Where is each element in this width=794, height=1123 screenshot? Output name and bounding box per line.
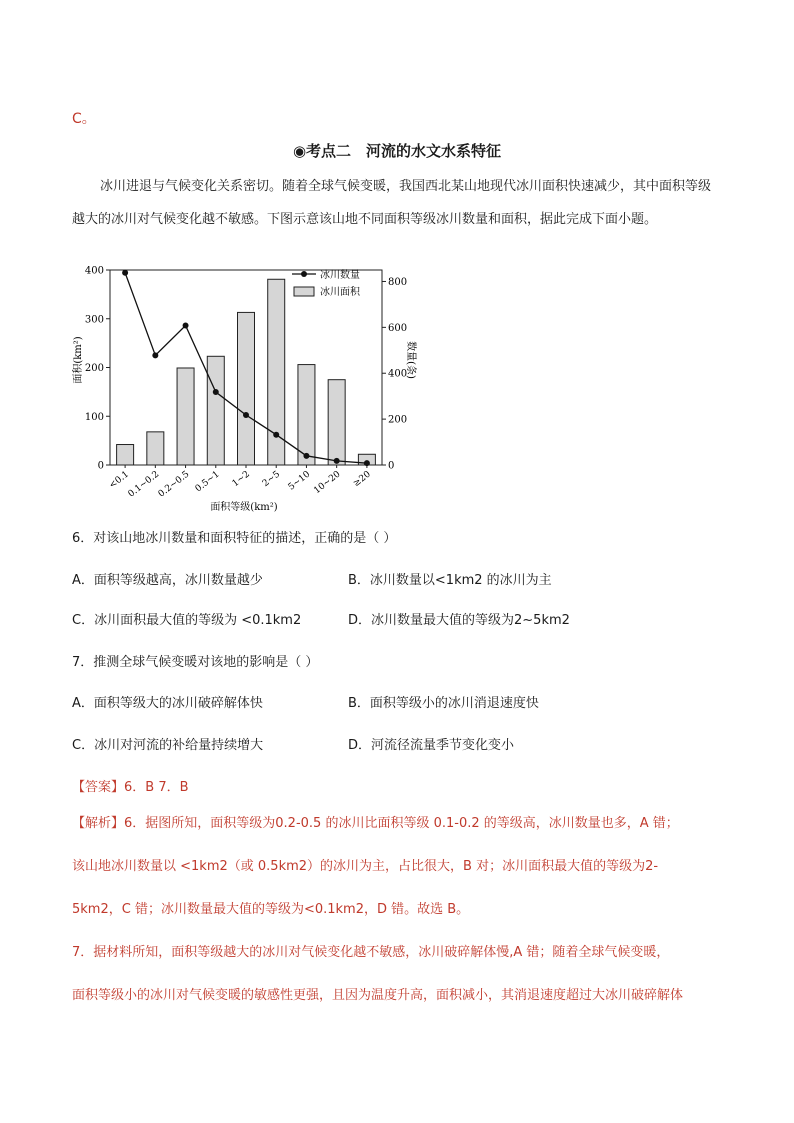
point-count-4 (243, 412, 249, 418)
analysis-line: 5km2，C 错；冰川数量最大值的等级为<0.1km2，D 错。故选 B。 (72, 902, 470, 917)
q7-option-a[interactable]: A．面积等级大的冰川破碎解体快 (72, 696, 263, 711)
y-axis-label-right: 数量(条) (405, 341, 416, 379)
analysis-line: 【解析】6．据图所知，面积等级为0.2-0.5 的冰川比面积等级 0.1-0.2 的等级高，冰川数量也多，A 错； (72, 816, 679, 831)
x-tick-label: 0.2~0.5 (156, 469, 192, 500)
legend-line-label: 冰川数量 (320, 270, 360, 281)
analysis-line: 该山地冰川数量以 <1km2（或 0.5km2）的冰川为主，占比很大，B 对；冰川面积最大值的等级为2- (72, 859, 659, 874)
bar-area-7 (328, 380, 345, 465)
point-count-2 (183, 323, 189, 329)
x-axis-label: 面积等级(km²) (210, 502, 278, 513)
point-count-5 (273, 432, 279, 438)
analysis-line: 面积等级小的冰川对气候变暖的敏感性更强，且因为温度升高，面积减小，其消退速度超过大冰川破碎解体 (72, 988, 684, 1003)
x-tick-label: 2~5 (260, 469, 283, 490)
y-tick-label-left: 400 (84, 265, 104, 277)
x-tick-label: <0.1 (107, 469, 131, 491)
y-tick-label-left: 300 (84, 314, 104, 326)
y-tick-label-left: 100 (84, 411, 104, 423)
x-tick-label: 10~20 (312, 469, 343, 497)
section-title: ◉考点二 河流的水文水系特征 (292, 142, 502, 160)
y-tick-label-right: 200 (388, 414, 408, 426)
answer-line: 【答案】6．B 7．B (72, 780, 189, 795)
point-count-0 (122, 270, 128, 276)
q6-option-b[interactable]: B．冰川数量以<1km2 的冰川为主 (348, 573, 552, 588)
intro-paragraph: 冰川进退与气候变化关系密切。随着全球气候变暖，我国西北某山地现代冰川面积快速减少，其中面积等级越大的冰川对气候变化越不敏感。下图示意该山地不同面积等级冰川数量和面积，据此完成下面小题。 (72, 179, 712, 227)
point-count-8 (364, 460, 370, 466)
bar-area-3 (207, 356, 224, 465)
question-6: 6．对该山地冰川数量和面积特征的描述，正确的是（ ） (72, 531, 397, 546)
x-tick-label: 0.5~1 (193, 469, 222, 495)
q6-option-c[interactable]: C．冰川面积最大值的等级为 <0.1km2 (72, 613, 302, 628)
y-tick-label-left: 200 (84, 363, 104, 374)
analysis-line: 7．据材料所知，面积等级越大的冰川对气候变化越不敏感，冰川破碎解体慢,A 错；随着全球气候变暖， (72, 945, 670, 960)
y-axis-label-left: 面积(km²) (73, 336, 84, 384)
bar-area-4 (238, 312, 255, 465)
q7-option-b[interactable]: B．面积等级小的冰川消退速度快 (348, 696, 539, 711)
x-tick-label: 1~2 (230, 469, 252, 490)
point-count-3 (213, 389, 219, 395)
bar-area-6 (298, 365, 315, 465)
x-tick-label: ≥20 (351, 469, 373, 490)
y-tick-label-right: 0 (388, 460, 395, 472)
x-tick-label: 5~10 (286, 469, 313, 493)
y-tick-label-right: 600 (388, 322, 408, 334)
bar-area-1 (147, 432, 164, 465)
point-count-6 (303, 453, 309, 459)
y-tick-label-right: 800 (388, 276, 408, 288)
y-tick-label-left: 0 (97, 460, 104, 472)
q6-option-d[interactable]: D．冰川数量最大值的等级为2~5km2 (348, 613, 570, 628)
analysis (72, 802, 732, 1017)
bar-area-2 (177, 368, 194, 465)
chart-legend (292, 268, 361, 298)
x-tick-label: 0.1~0.2 (126, 469, 162, 500)
y-tick-label-right: 400 (388, 368, 408, 380)
legend-bar-label: 冰川面积 (320, 287, 360, 298)
glacier-chart (72, 260, 416, 516)
previous-answer: C。 (72, 111, 96, 127)
question-7: 7．推测全球气候变暖对该地的影响是（ ） (72, 655, 319, 670)
q6-option-a[interactable]: A．面积等级越高，冰川数量越少 (72, 573, 263, 588)
bar-area-0 (117, 445, 134, 465)
q7-option-d[interactable]: D．河流径流量季节变化变小 (348, 738, 515, 753)
q7-option-c[interactable]: C．冰川对河流的补给量持续增大 (72, 738, 264, 753)
point-count-7 (334, 458, 340, 464)
point-count-1 (152, 352, 158, 358)
